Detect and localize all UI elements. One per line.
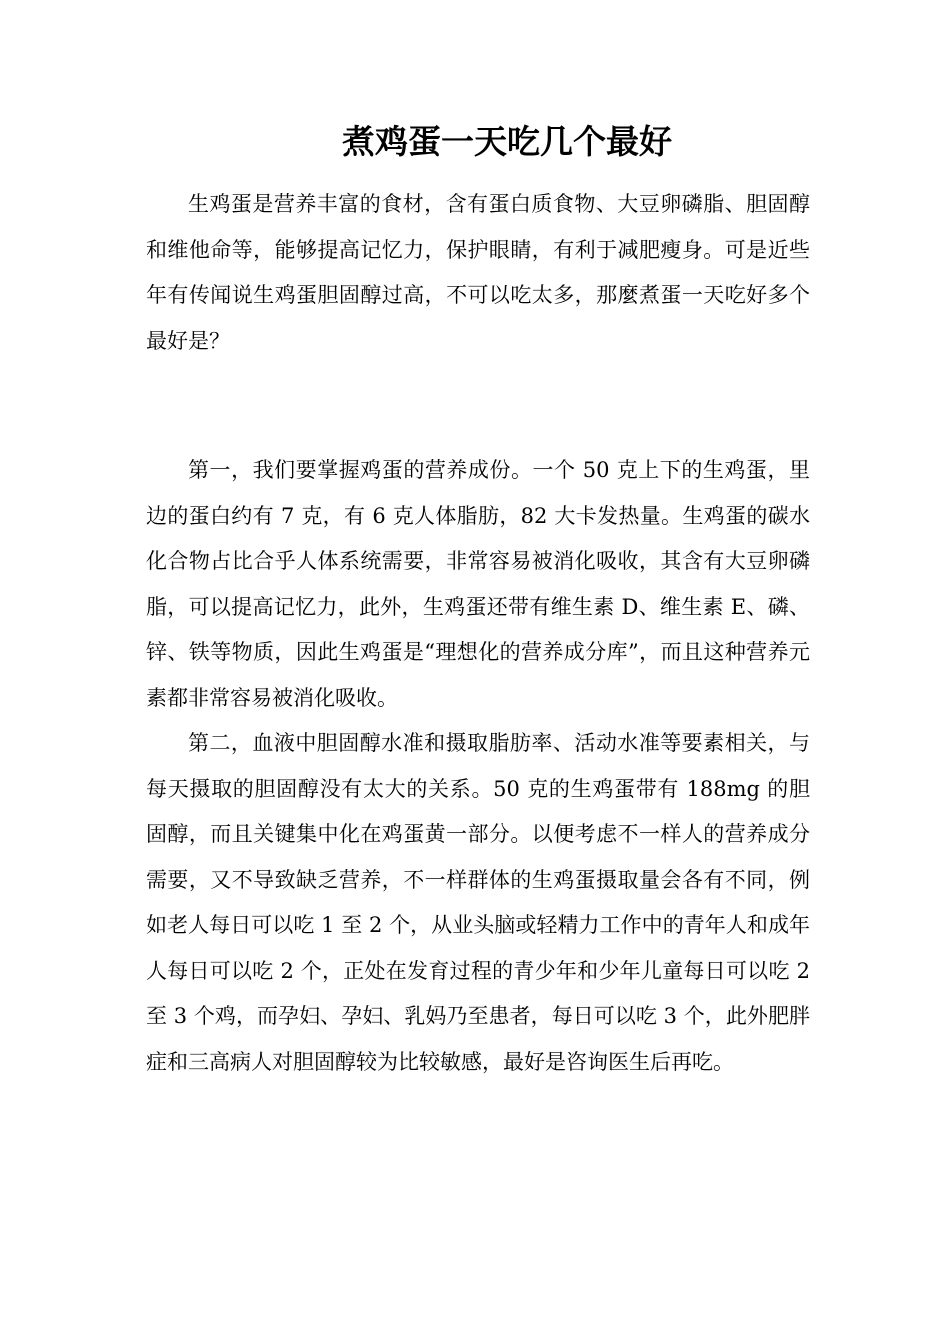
paragraph-intro: 生鸡蛋是营养丰富的食材，含有蛋白质食物、大豆卵磷脂、胆固醇和维他命等，能够提高记忆力，保护眼睛，有利于减肥瘦身。可是近些年有传闻说生鸡蛋胆固醇过高，不可以吃太多，那麼煮蛋一天吃好多个最好是？ [146, 192, 810, 353]
content-block [146, 448, 810, 1085]
paragraph-second: 第二，血液中胆固醇水准和摄取脂肪率、活动水准等要素相关，与每天摄取的胆固醇没有太大的关系。50 克的生鸡蛋带有 188mg 的胆固醇，而且关键集中化在鸡蛋黄一部分。以便考虑不一样人的营养成分需要，又不导致缺乏营养，不一样群体的生鸡蛋摄取量会各有不同，例如老人每日可以吃 1 至 2 个，从业头脑或轻精力工作中的青年人和成年人每日可以吃 2 个，正处在发育过程的青少年和少年儿童每日可以吃 2 至 3 个鸡，而孕妇、孕妇、乳妈乃至患者，每日可以吃 3 个，此外肥胖症和三高病人对胆固醇较为比较敏感，最好是咨询医生后再吃。 [146, 731, 810, 1074]
document-title: 煮鸡蛋一天吃几个最好 [342, 122, 672, 161]
intro-block [146, 182, 810, 364]
paragraph-first: 第一，我们要掌握鸡蛋的营养成份。一个 50 克上下的生鸡蛋，里边的蛋白约有 7 克，有 6 克人体脂肪，82 大卡发热量。生鸡蛋的碳水化合物占比合乎人体系统需要，非常容易被消化吸收，其含有大豆卵磷脂，可以提高记忆力，此外，生鸡蛋还带有维生素 D、维生素 E、磷、锌、铁等物质，因此生鸡蛋是“理想化的营养成分库”，而且这种营养元素都非常容易被消化吸收。 [146, 458, 810, 710]
